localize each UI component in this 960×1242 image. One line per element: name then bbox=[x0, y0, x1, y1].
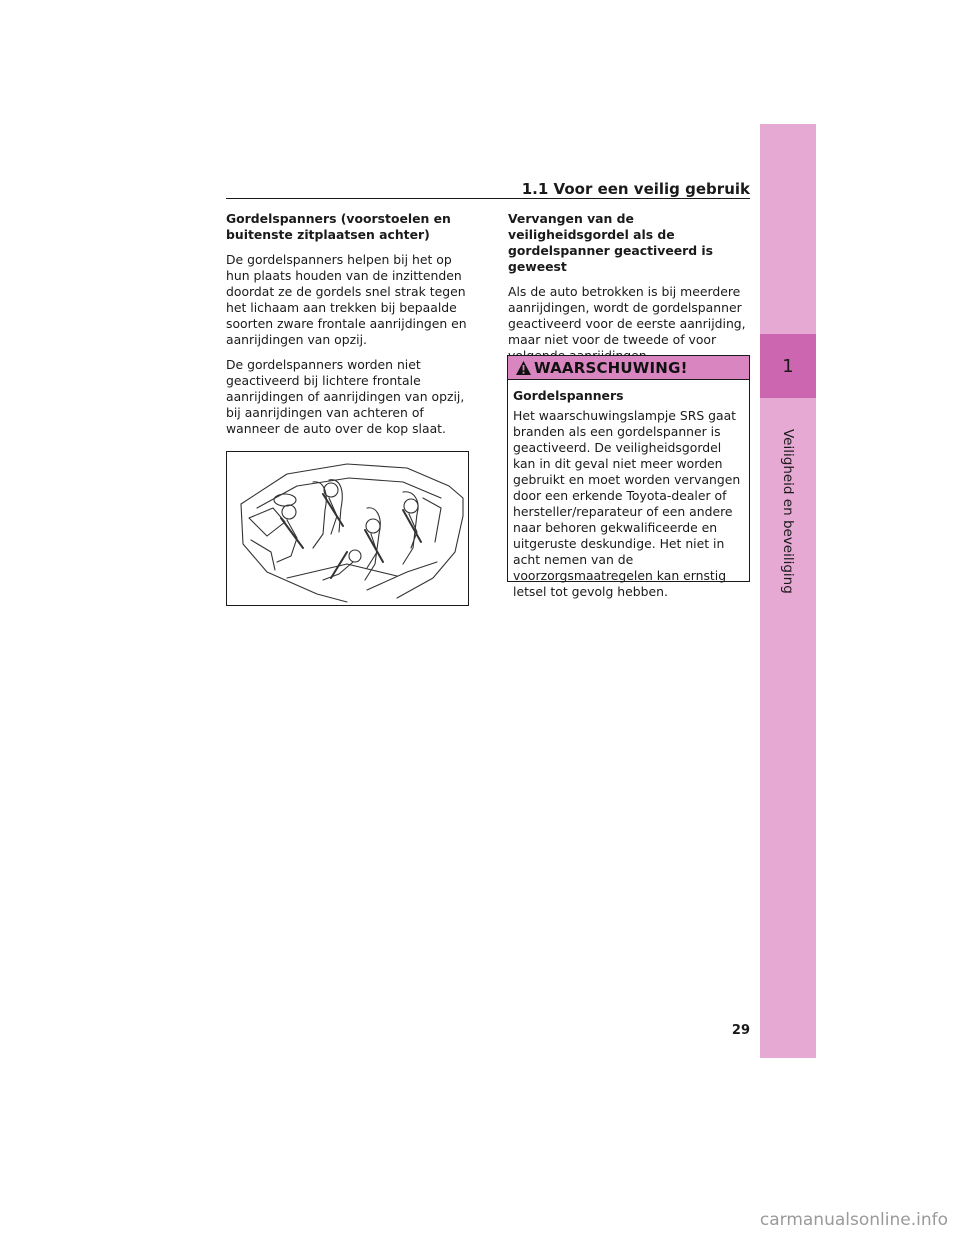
warning-triangle-icon bbox=[515, 360, 532, 376]
left-column bbox=[226, 211, 471, 446]
right-column bbox=[508, 211, 753, 373]
page-number: 29 bbox=[731, 1023, 750, 1038]
warning-box bbox=[507, 355, 750, 599]
left-heading: Gordelspanners (voorstoelen en buitenste zitplaatsen achter) bbox=[226, 211, 451, 242]
right-heading: Vervangen van de veiligheidsgordel als de gordelspanner geactiveerd is geweest bbox=[508, 211, 714, 274]
warning-subheading: Gordelspanners bbox=[513, 388, 624, 403]
warning-text: Het waarschuwingslampje SRS gaat branden als een gordelspanner is geactiveerd. De veiligheidsgordel kan in dit geval niet meer worden gebruikt en moet worden vervangen door een erkende Toyota-dealer of hersteller/reparateur of een andere naar behoren gekwalificeerde en uitgeruste deskundige. Het niet in acht nemen van de voorzorgsmaatregelen kan ernstig letsel tot gevolg hebben. bbox=[513, 408, 741, 599]
chapter-side-tab bbox=[760, 124, 816, 1058]
car-interior-drawing bbox=[227, 452, 468, 605]
chapter-number: 1 bbox=[782, 356, 794, 377]
watermark: carmanualsonline.info bbox=[759, 1210, 948, 1230]
seatbelt-pretensioner-illustration bbox=[226, 451, 469, 606]
left-paragraph-1: De gordelspanners helpen bij het op hun plaats houden van de inzittenden doordat ze de gordels snel strak tegen het lichaam aan trekken bij bepaalde soorten zware frontale aanrijdingen en aanrijdingen van opzij. bbox=[226, 252, 467, 347]
warning-header bbox=[508, 356, 749, 380]
left-paragraph-2: De gordelspanners worden niet geactiveerd bij lichtere frontale aanrijdingen of aanrijdingen van opzij, bij aanrijdingen van achteren of wanneer de auto over de kop slaat. bbox=[226, 357, 465, 436]
warning-body bbox=[508, 380, 749, 600]
section-header: 1.1 Voor een veilig gebruik bbox=[521, 180, 750, 198]
warning-title: WAARSCHUWING! bbox=[534, 358, 688, 377]
right-paragraph: Als de auto betrokken is bij meerdere aanrijdingen, wordt de gordelspanner geactiveerd voor de eerste aanrijding, maar niet voor de tweede of voor bbox=[508, 284, 746, 347]
header-divider bbox=[226, 198, 750, 199]
chapter-name: Veiligheid en beveiliging bbox=[780, 429, 796, 594]
